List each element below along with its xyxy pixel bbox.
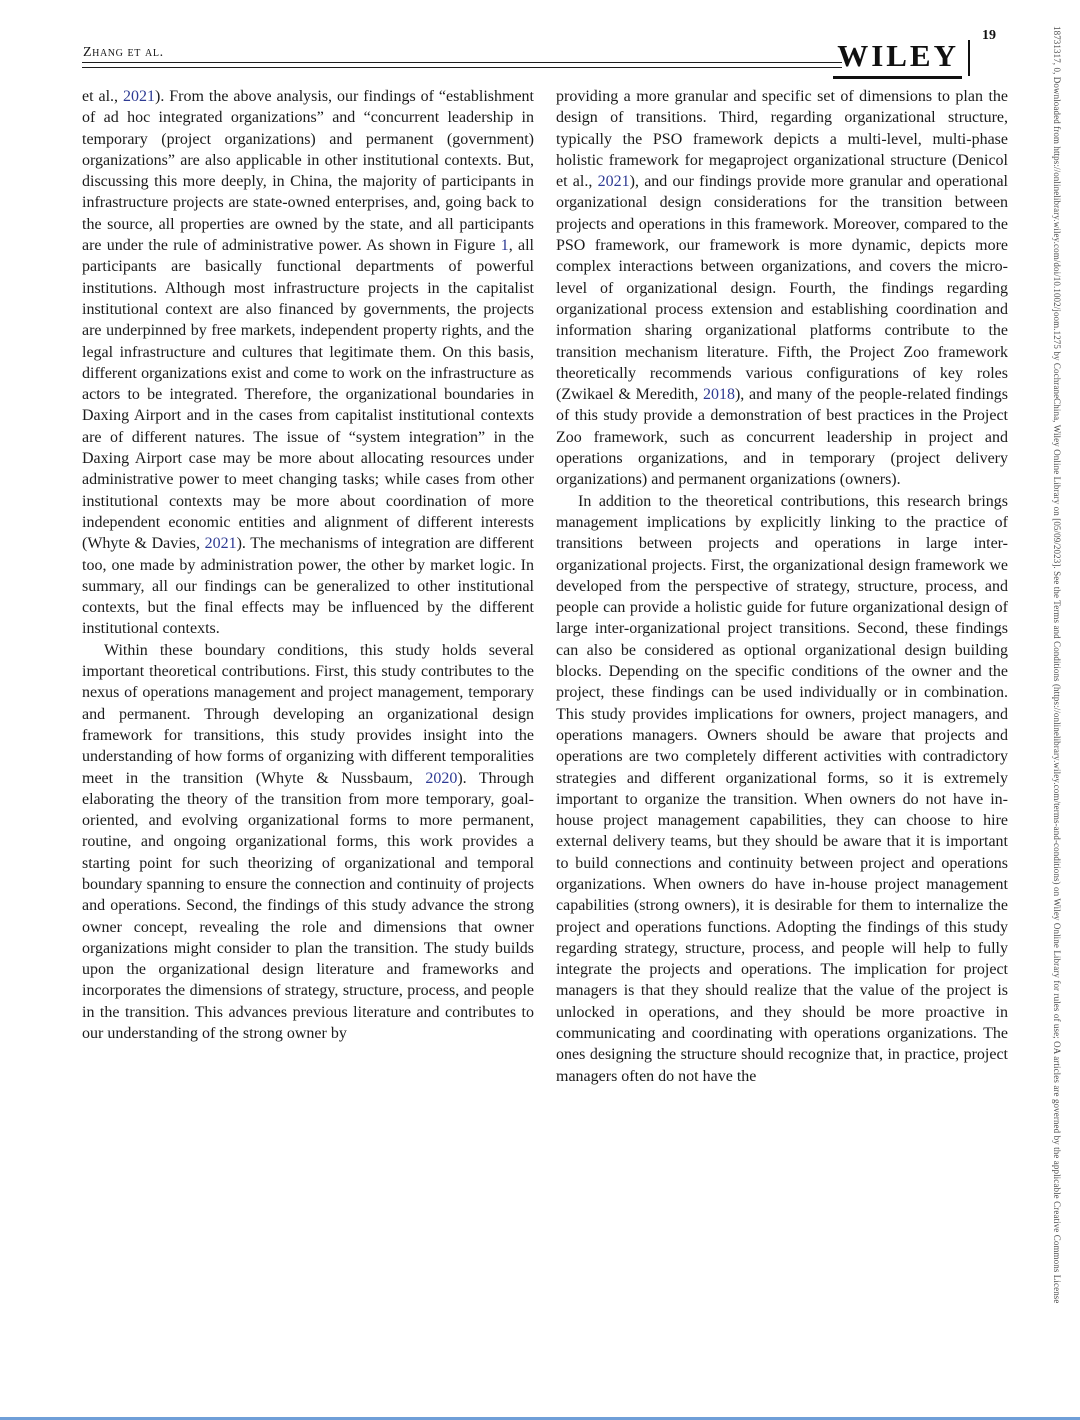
citation-link[interactable]: 2021 <box>204 535 237 553</box>
page-header <box>82 26 1006 73</box>
text-run: Within these boundary conditions, this study holds several important theoretical contributions. First, this study contributes to the nexus of operations management and project management, temporary and permanent. Through developing an organizational design framework for transitions, this study provides insight into the understanding of how forms of organizing with different temporalities meet in the transition (Whyte & Nussbaum, <box>82 641 534 787</box>
left-text-column <box>82 86 534 1044</box>
header-double-rule <box>82 62 842 68</box>
text-run: ). Through elaborating the theory of the transition from more temporary, goal-oriented, and evolving organizational forms to more permanent, routine, and ongoing organizational forms, this work provides a starting point for such theorizing of organizational and temporal boundary spanning to ensure the connection and continuity of projects and operations. Second, the findings of this study advance the strong owner concept, revealing the role and dimensions that owner organizations might consider to plan the transition. The study builds upon the organizational design literature and frameworks and incorporates the dimensions of strategy, structure, process, and people in the transition. This advances previous literature and contributes to our understanding of the strong owner by <box>82 769 535 1043</box>
paragraph <box>556 491 1008 1087</box>
text-run: providing a more granular and specific set of dimensions to plan the design of transitions. Third, regarding organizational structure, typically the PSO framework depicts a multi-level, multi-phase holistic framework for megaproject organizational structure (Denicol et al., <box>556 88 1008 191</box>
text-run: ). From the above analysis, our findings of “establishment of ad hoc integrated organizations” and “concurrent leadership in temporary (project organizations) and permanent (government) organizations” are also applicable in other institutional contexts. But, discussing this more deeply, in China, the majority of participants in infrastructure projects are state-owned enterprises, and, going back to the source, all properties are owned by the state, and all participants are under the rule of administrative power. As shown in Figure <box>82 88 535 255</box>
citation-link[interactable]: 2018 <box>702 386 735 404</box>
paragraph <box>82 86 534 640</box>
license-sidebar-text: 18731317, 0, Downloaded from https://onlinelibrary.wiley.com/doi/10.1002/joom.1275 by CochraneChina, Wiley Online Library on [05/09/2023]. See the Terms and Conditions (https://onlinelibrary.wiley.com/terms-and-conditions) on Wiley Online Library for rules of use; OA articles are governed by the applicable Creative Commons License <box>1052 26 1062 1304</box>
text-run: In addition to the theoretical contributions, this research brings management implications by explicitly linking to the practice of transitions between projects and operations in large inter-organizational projects. First, the organizational design framework we developed from the perspective of strategy, structure, process, and people can provide a holistic guide for future organizational design of large inter-organizational project transitions. Second, these findings can also be considered as optional organizational design building blocks. Depending on the specific conditions of the owner and the project, these findings can be used individually or in combination. This study provides implications for owners, project managers, and operations managers. Owners should be aware that projects and operations are two completely different activities with contradictory strategies and different organizational forms, so it is extremely important to organize the transition. When owners do not have in-house project management capabilities, they can choose to hire external delivery teams, but they should be aware that it is important to build connections and continuity between project and operations organizations. When owners do have in-house project management capabilities (strong owners), it is desirable for them to internalize the project and operations functions. Adopting the findings of this study regarding strategy, structure, process, and people will help to fully integrate the projects and operations. The implication for project managers is that they should realize that the value of the project is unlocked in operations, and they should be more proactive in communicating and coordinating with operations organizations. The ones designing the structure should recognize that, in practice, project managers often do not have the <box>556 492 1008 1085</box>
text-run: et al., <box>82 88 123 105</box>
header-vertical-bar <box>968 40 970 76</box>
running-head: Zhang et al. <box>83 45 164 60</box>
publisher-logo <box>833 38 962 73</box>
wiley-wordmark: WILEY <box>833 38 962 79</box>
text-run: , all participants are basically functional departments of powerful institutions. Although most infrastructure projects in the capitalist institutional context are also financed by governments, the projects are underpinned by free markets, independent property rights, and the legal infrastructure and cultures that legitimate them. On this basis, different organizations exist and come to work on the infrastructure as actors to be integrated. Therefore, the organizational boundaries in Daxing Airport and in the cases from capitalist institutional contexts are of different natures. The issue of “system integration” in the Daxing Airport case may be more about allocating resources under administrative power to meet changing tasks; while cases from other institutional contexts may be more about coordination of more independent economic entities and alignment of different interests (Whyte & Davies, <box>82 237 534 553</box>
paragraph <box>556 86 1008 491</box>
citation-link[interactable]: 2021 <box>597 173 630 191</box>
page-number: 19 <box>982 28 996 43</box>
citation-link[interactable]: 2021 <box>122 88 155 105</box>
right-text-column <box>556 86 1008 1087</box>
paragraph <box>82 640 534 1045</box>
citation-link[interactable]: 2020 <box>425 769 458 787</box>
text-run: ). The mechanisms of integration are different too, one made by administration power, the other by market logic. In summary, all our findings can be generalized to other institutional contexts, but the final effects may be influenced by the different institutional contexts. <box>82 535 534 638</box>
text-run: ), and many of the people-related findings of this study provide a demonstration of best practices in the Project Zoo framework, such as concurrent leadership in project and operations organizations, and in temporary (project delivery organizations) and permanent organizations (owners). <box>556 386 1009 489</box>
text-run: ), and our findings provide more granular and operational organizational design considerations for the transition between projects and operations in this framework. Moreover, compared to the PSO framework, our framework is more dynamic, depicts more complex interactions between organizations, and covers the micro-level of organizational design. Fourth, the findings regarding organizational process extension and establishing coordination and information sharing organizational platforms contribute to the transition mechanism literature. Fifth, the Project Zoo framework theoretically recommends various configurations of key roles (Zwikael & Meredith, <box>556 173 1008 404</box>
citation-link[interactable]: 1 <box>500 237 509 255</box>
